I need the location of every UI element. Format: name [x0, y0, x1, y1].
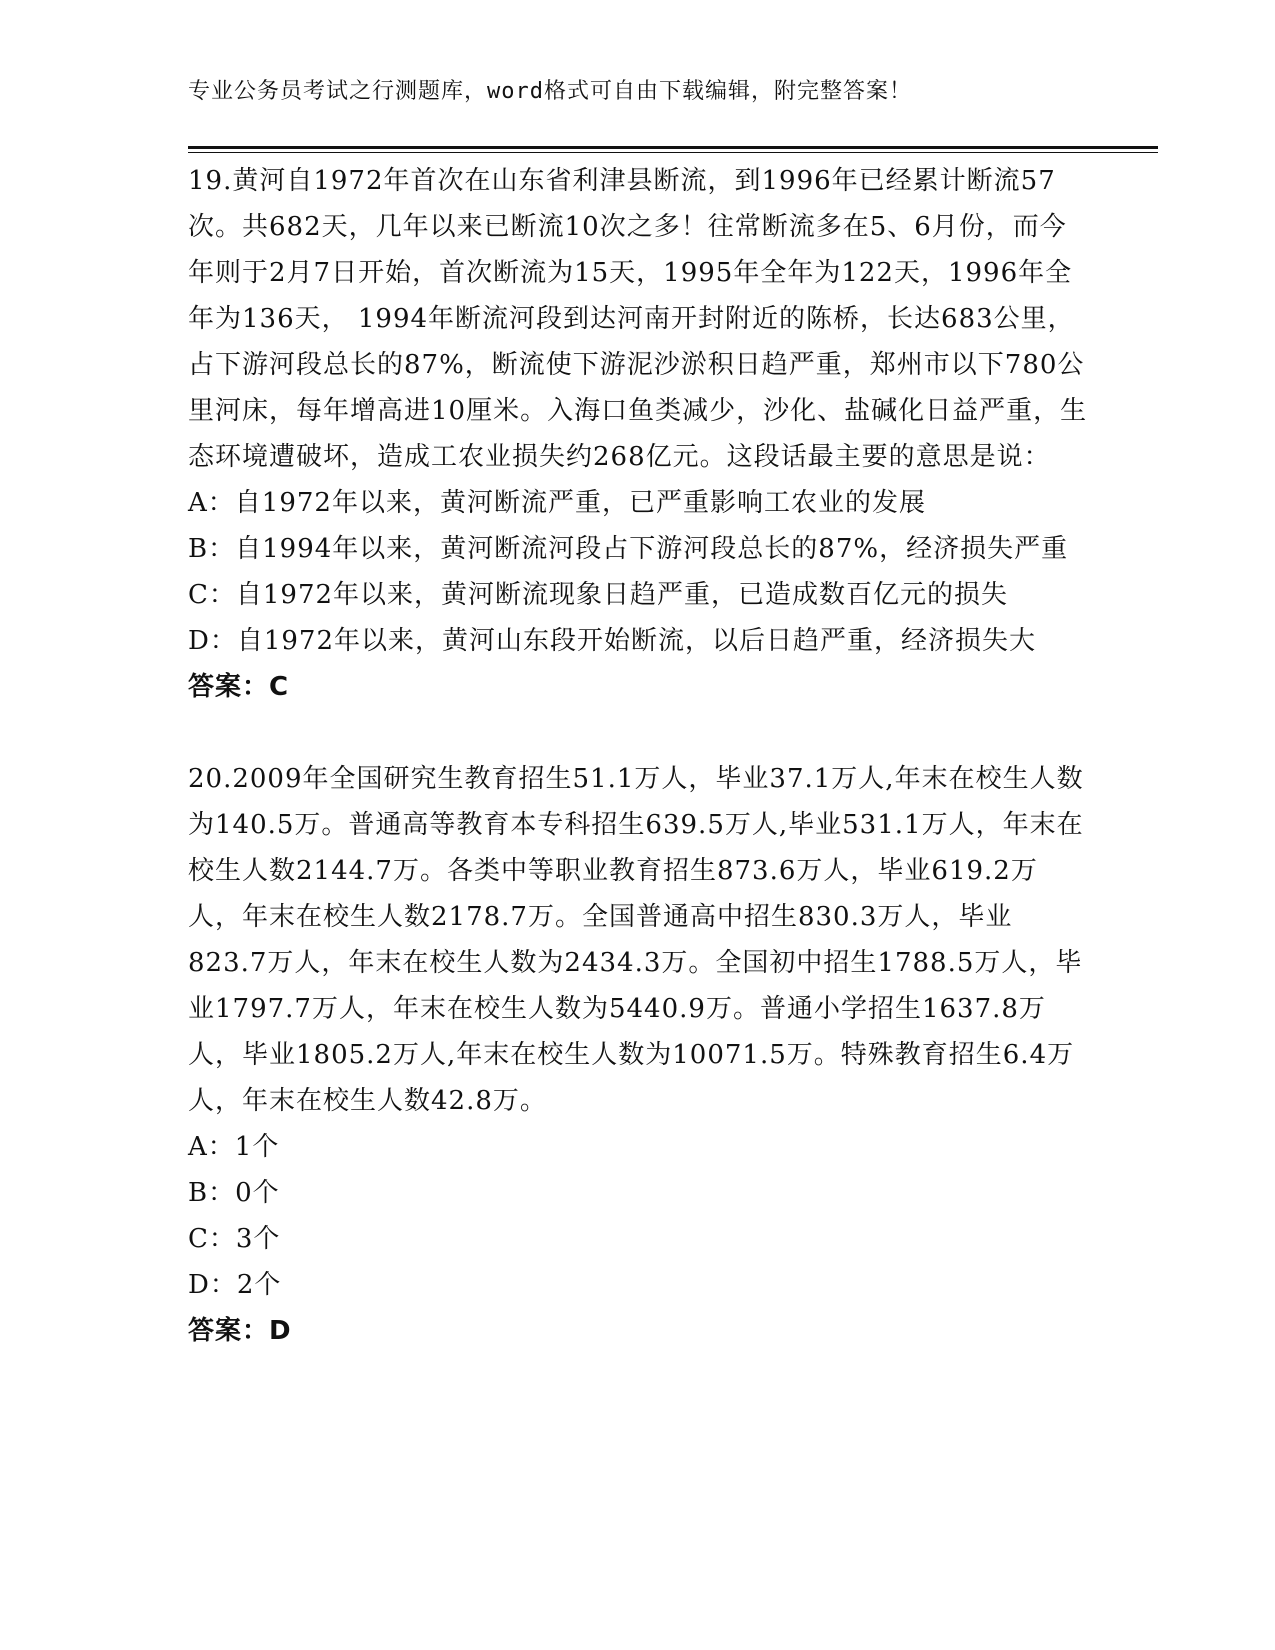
- question-20: [188, 756, 1088, 1354]
- option-b: B：0个: [188, 1178, 280, 1208]
- header-rule-thick: [188, 146, 1158, 149]
- option-d: D：自1972年以来，黄河山东段开始断流，以后日趋严重，经济损失大: [188, 626, 1037, 656]
- option-b: B：自1994年以来，黄河断流河段占下游河段总长的87%，经济损失严重: [188, 534, 1069, 564]
- answer-line: 答案：D: [188, 1316, 292, 1346]
- question-19: [188, 158, 1088, 710]
- question-gap: [188, 710, 1088, 756]
- option-a: A：1个: [188, 1132, 280, 1162]
- header-rule-thin: [188, 152, 1158, 153]
- option-a: A：自1972年以来，黄河断流严重，已严重影响工农业的发展: [188, 488, 926, 518]
- question-stem: 20.2009年全国研究生教育招生51.1万人，毕业37.1万人,年末在校生人数为140.5万。普通高等教育本专科招生639.5万人,毕业531.1万人，年末在校生人数2144.7万。各类中等职业教育招生873.6万人，毕业619.2万人，年末在校生人数2178.7万。全国普通高中招生830.3万人，毕业823.7万人，年末在校生人数为2434.3万。全国初中招生1788.5万人，毕业1797.7万人，年末在校生人数为5440.9万。普通小学招生1637.8万人，毕业1805.2万人,年末在校生人数为10071.5万。特殊教育招生6.4万人，年末在校生人数42.8万。: [188, 764, 1084, 1116]
- page-header: 专业公务员考试之行测题库，word格式可自由下载编辑，附完整答案！: [188, 79, 912, 104]
- question-stem: 19.黄河自1972年首次在山东省利津县断流，到1996年已经累计断流57次。共682天，几年以来已断流10次之多！往常断流多在5、6月份，而今年则于2月7日开始，首次断流为15天，1995年全年为122天，1996年全年为136天， 1994年断流河段到达河南开封附近的陈桥，长达683公里，占下游河段总长的87%，断流使下游泥沙淤积日趋严重，郑州市以下780公里河床，每年增高进10厘米。入海口鱼类减少，沙化、盐碱化日益严重，生态环境遭破坏，造成工农业损失约268亿元。这段话最主要的意思是说：: [188, 166, 1088, 472]
- option-c: C：3个: [188, 1224, 281, 1254]
- document-body: [188, 158, 1088, 1354]
- answer-line: 答案：C: [188, 672, 290, 702]
- option-d: D：2个: [188, 1270, 282, 1300]
- option-c: C：自1972年以来，黄河断流现象日趋严重，已造成数百亿元的损失: [188, 580, 1009, 610]
